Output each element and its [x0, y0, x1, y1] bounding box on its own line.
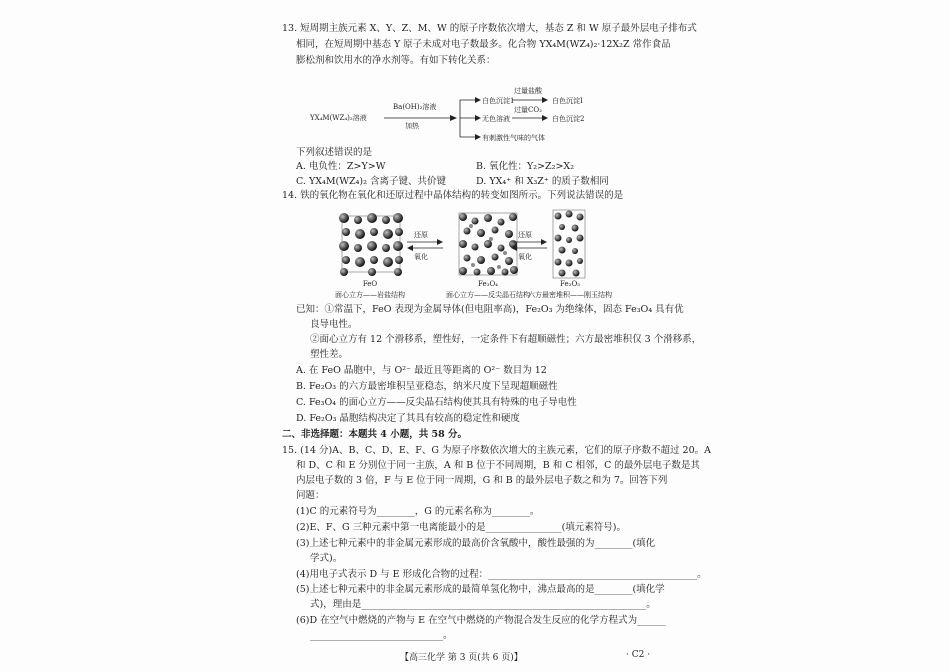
q14-option-d: D. Fe₂O₃ 晶胞结构决定了其具有较高的稳定性和硬度 [296, 413, 520, 424]
flow-b2-product: 白色沉淀2 [552, 115, 585, 123]
q13-option-c: C. YX₄M(WZ₄)₂ 含离子键、共价键 [296, 176, 446, 187]
caption-feo-formula: FeO [362, 280, 378, 288]
arrow1-top-label: 还原 [414, 231, 428, 239]
q13-option-a: A. 电负性：Z>Y>W [296, 161, 386, 172]
flow-start: YX₄M(WZ₄)₂溶液 [310, 114, 367, 122]
caption-fe3o4-formula: Fe₃O₄ [478, 280, 498, 288]
feo-crystal-image [336, 210, 406, 276]
flow-b1: 白色沉淀1 [482, 97, 515, 105]
flow-reagent-bottom: 加热 [405, 122, 419, 130]
arrow2-bottom-label: 氧化 [518, 253, 532, 261]
q15-sub4: (4)用电子式表示 D 与 E 形成化合物的过程：____________________________________________。 [296, 569, 707, 580]
q15-sub6a: (6)D 在空气中燃烧的产物与 E 在空气中燃烧的产物混合发生反应的化学方程式为______ [296, 615, 666, 626]
q15-intro3: 内层电子数的 3 倍，F 与 E 位于同一周期，G 和 B 的最外层电子数之和为 7。回答下列 [296, 475, 668, 486]
q15-sub2: (2)E、F、G 三种元素中第一电离能最小的是________________(填元素符号)。 [296, 522, 627, 533]
q13-stem: 下列叙述错误的是 [296, 147, 373, 158]
footer-code: · C2 · [626, 650, 651, 660]
q14-known2b: 塑性差。 [310, 349, 349, 360]
q14-known2: ②面心立方有 12 个滑移系，塑性好，一定条件下有超顺磁性；六方最密堆积仅 3 个滑移系， [310, 334, 702, 345]
q13-option-b: B. 氧化性：Y₂>Z₂>X₂ [476, 161, 575, 172]
flow-b1-product: 白色沉淀Ⅰ [552, 97, 583, 105]
caption-feo-desc: 面心立方——岩盐结构 [335, 291, 405, 299]
footer-page-info: 【高三化学 第 3 页(共 6 页)】 [400, 653, 523, 663]
q15-intro2: 和 D、C 和 E 分别位于同一主族，A 和 B 位于不同周期，B 和 C 相邻，C 的最外层电子数是其 [296, 460, 700, 471]
q15-sub1: (1)C 的元素符号为________，G 的元素名称为________。 [296, 506, 540, 517]
arrow2-reversible [509, 238, 549, 252]
q15-intro4: 问题： [296, 490, 325, 501]
section-2-heading: 二、非选择题：本题共 4 小题，共 58 分。 [282, 429, 468, 440]
q15-sub6b: ____________________________。 [310, 630, 453, 641]
flow-b2: 无色溶液 [482, 115, 510, 123]
q14-option-b: B. Fe₂O₃ 的六方最密堆积呈亚稳态，纳米尺度下呈现超顺磁性 [296, 381, 558, 392]
q15-sub5a: (5)上述七种元素中的非金属元素形成的最简单氢化物中，沸点最高的是________(填化学 [296, 584, 665, 595]
q15-intro1: 15. (14 分)A、B、C、D、E、F、G 为原子序数依次增大的主族元素，它们的原子序数不超过 20。A [282, 445, 711, 456]
fe2o3-crystal-image [549, 207, 589, 281]
q14-known1b: 良导电性。 [310, 319, 358, 330]
flow-arrows [382, 95, 482, 145]
arrow1-reversible [405, 238, 445, 252]
q15-sub3a: (3)上述七种元素中的非金属元素形成的最高价含氧酸中，酸性最强的为________(填化 [296, 538, 656, 549]
caption-fe2o3-formula: Fe₂O₃ [560, 280, 580, 288]
flow-b2-reagent: 过量CO₂ [514, 106, 542, 114]
flow-branch-arrows [512, 93, 552, 123]
flow-b1-reagent: 过量盐酸 [514, 87, 542, 95]
arrow2-top-label: 还原 [518, 231, 532, 239]
q14-known1: 已知：①常温下，FeO 表现为金属导体(但电阻率高)，Fe₂O₃ 为绝缘体，固态 Fe₃O₄ 具有优 [296, 304, 684, 315]
q13-option-d: D. YX₄⁺ 和 X₃Z⁺ 的质子数相同 [476, 176, 609, 187]
q15-sub3b: 学式)。 [310, 553, 343, 564]
q15-sub5b: 式)，理由是____________________________________________________________。 [310, 599, 656, 610]
caption-fe2o3-desc: 六方最密堆积——刚玉结构 [528, 291, 612, 299]
q13-line1: 13. 短周期主族元素 X、Y、Z、M、W 的原子序数依次增大，基态 Z 和 W 原子最外层电子排布式 [282, 23, 697, 34]
q14-option-a: A. 在 FeO 晶胞中，与 O²⁻ 最近且等距离的 O²⁻ 数目为 12 [296, 365, 547, 376]
arrow1-bottom-label: 氧化 [414, 253, 428, 261]
q13-line3: 膨松剂和饮用水的净水剂等。有如下转化关系： [296, 55, 496, 66]
q14-option-c: C. Fe₃O₄ 的面心立方——反尖晶石结构使其具有特殊的电子导电性 [296, 397, 577, 408]
q13-line2: 相同，在短周期中基态 Y 原子未成对电子数最多。化合物 YX₄M(WZ₄)₂·12X₂Z 常作食品 [296, 39, 671, 50]
flow-reagent-top: Ba(OH)₂溶液 [393, 103, 437, 111]
q14-line1: 14. 铁的氧化物在氧化和还原过程中晶体结构的转变如图所示。下列说法错误的是 [282, 190, 624, 201]
flow-b3: 有刺激性气味的气体 [482, 134, 545, 142]
caption-fe3o4-desc: 面心立方——反尖晶石结构 [446, 291, 530, 299]
